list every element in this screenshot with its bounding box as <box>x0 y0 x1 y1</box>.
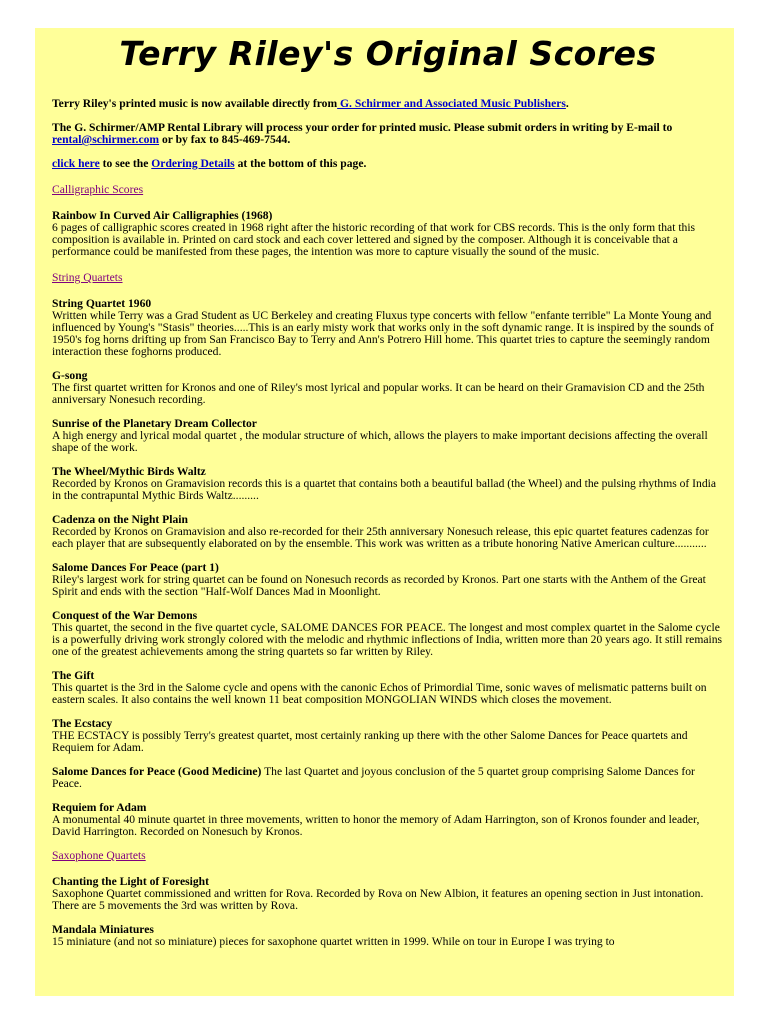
work-wheel <box>52 466 724 502</box>
page-background <box>35 28 734 996</box>
string-quartets-link[interactable]: String Quartets <box>52 271 123 284</box>
work-title: The Gift <box>52 669 95 682</box>
work-description: Saxophone Quartet commissioned and written for Rova. Recorded by Rova on New Albion, it features an opening section in Just intonation. There are 5 movements the 3rd was written by Rova. <box>52 887 704 912</box>
content <box>35 28 734 948</box>
work-sq1960 <box>52 298 724 358</box>
intro-paragraph-availability <box>52 98 724 110</box>
section-string <box>52 272 724 284</box>
details-suffix: at the bottom of this page. <box>234 157 367 170</box>
work-gsong <box>52 370 724 406</box>
work-description: Riley's largest work for string quartet can be found on Nonesuch records as recorded by Kronos. Part one starts with the Anthem of the Great Spirit and ends with the section "Half-Wolf Dances Mad in Moonlight. <box>52 573 706 598</box>
work-chanting <box>52 876 724 912</box>
work-rainbow <box>52 210 724 258</box>
intro-text: Terry Riley's printed music is now available directly from <box>52 97 338 110</box>
work-title: Mandala Miniatures <box>52 923 154 936</box>
work-title: Chanting the Light of Foresight <box>52 875 209 888</box>
work-title: String Quartet 1960 <box>52 297 152 310</box>
ordering-details-link[interactable]: Ordering Details <box>151 157 235 170</box>
schirmer-link[interactable]: G. Schirmer and Associated Music Publishers <box>337 97 566 110</box>
work-salome1 <box>52 562 724 598</box>
work-description: A monumental 40 minute quartet in three movements, written to honor the memory of Adam Harrington, son of Kronos founder and leader, David Harrington. Recorded on Nonesuch by Kronos. <box>52 813 700 838</box>
work-good-medicine <box>52 766 724 790</box>
work-description: Recorded by Kronos on Gramavision records this is a quartet that contains both a beautiful ballad (the Wheel) and the pulsing rhythms of India in the contrapuntal Mythic Birds Waltz......... <box>52 477 717 502</box>
work-description: A high energy and lyrical modal quartet , the modular structure of which, allows the players to make important decisions affecting the overall shape of the work. <box>52 429 708 454</box>
work-description: 15 miniature (and not so miniature) pieces for saxophone quartet written in 1999. While on tour in Europe I was trying to <box>52 935 615 948</box>
work-mandala <box>52 924 724 948</box>
work-description: Written while Terry was a Grad Student as UC Berkeley and creating Fluxus type concerts with fellow "enfante terrible" La Monte Young and influenced by Young's "Stasis" theories.....This is an early misty work that works only in the soft dynamic range. It is inspired by the sounds of 1950's fog horns drifting up from San Francisco Bay to Terry and Ann's Potrero Hill home. This quartet tries to capture the seemingly random interaction these foghorns produced. <box>52 309 714 358</box>
intro-paragraph-details <box>52 158 724 170</box>
section-saxophone <box>52 850 724 862</box>
details-text: to see the <box>99 157 152 170</box>
work-title: Salome Dances For Peace (part 1) <box>52 561 219 574</box>
click-here-link[interactable]: click here <box>52 157 100 170</box>
intro-punct: . <box>565 97 569 110</box>
work-sunrise <box>52 418 724 454</box>
work-description: This quartet is the 3rd in the Salome cycle and opens with the canonic Echos of Primordial Time, sonic waves of melismatic patterns built on eastern scales. It also contains the well known 11 beat composition MONGOLIAN WINDS which closes the movement. <box>52 681 707 706</box>
work-description: THE ECSTACY is possibly Terry's greatest quartet, most certainly ranking up there with the other Salome Dances for Peace quartets and Requiem for Adam. <box>52 729 688 754</box>
work-ecstacy <box>52 718 724 754</box>
work-description: The first quartet written for Kronos and one of Riley's most lyrical and popular works. It can be heard on their Gramavision CD and the 25th anniversary Nonesuch recording. <box>52 381 705 406</box>
intro-paragraph-ordering <box>52 122 724 146</box>
work-title: Conquest of the War Demons <box>52 609 198 622</box>
work-title: The Ecstacy <box>52 717 113 730</box>
section-calligraphic <box>52 184 724 196</box>
work-title: G-song <box>52 369 88 382</box>
work-title: Sunrise of the Planetary Dream Collector <box>52 417 257 430</box>
work-title: The Wheel/Mythic Birds Waltz <box>52 465 206 478</box>
calligraphic-scores-link[interactable]: Calligraphic Scores <box>52 183 144 196</box>
work-title: Rainbow In Curved Air Calligraphies (1968) <box>52 209 273 222</box>
work-requiem <box>52 802 724 838</box>
ordering-text: The G. Schirmer/AMP Rental Library will process your order for printed music. Please submit orders in writing by E-mail to <box>52 121 673 134</box>
email-link[interactable]: rental@schirmer.com <box>52 133 160 146</box>
page-title: Terry Riley's Original Scores <box>119 34 657 73</box>
work-description: The last Quartet and joyous conclusion of the 5 quartet group comprising Salome Dances for Peace. <box>52 765 695 790</box>
saxophone-quartets-link[interactable]: Saxophone Quartets <box>52 849 146 862</box>
work-gift <box>52 670 724 706</box>
work-title: Cadenza on the Night Plain <box>52 513 188 526</box>
work-title: Requiem for Adam <box>52 801 147 814</box>
work-conquest <box>52 610 724 658</box>
work-description: This quartet, the second in the five quartet cycle, SALOME DANCES FOR PEACE. The longest and most complex quartet in the Salome cycle is a powerfully driving work strongly colored with the melodic and rhythmic inflections of India, written more than 20 years ago. It still remains one of the greatest achievements among the string quartets so far written by Riley. <box>52 621 723 658</box>
work-description: 6 pages of calligraphic scores created in 1968 right after the historic recording of that work for CBS records. This is the only form that this composition is available in. Printed on card stock and each cover lettered and signed by the composer. Although it is conceivable that a performance could be manifested from these pages, the intention was more to capture visually the sound of the music. <box>52 221 696 258</box>
fax-text: or by fax to 845-469-7544. <box>159 133 291 146</box>
work-description: Recorded by Kronos on Gramavision and also re-recorded for their 25th anniversary Nonesuch release, this epic quartet features cadenzas for each player that are subsequently elaborated on by the ensemble. This work was written as a tribute honoring Native American culture........... <box>52 525 709 550</box>
work-cadenza <box>52 514 724 550</box>
work-title: Salome Dances for Peace (Good Medicine) <box>52 765 262 778</box>
